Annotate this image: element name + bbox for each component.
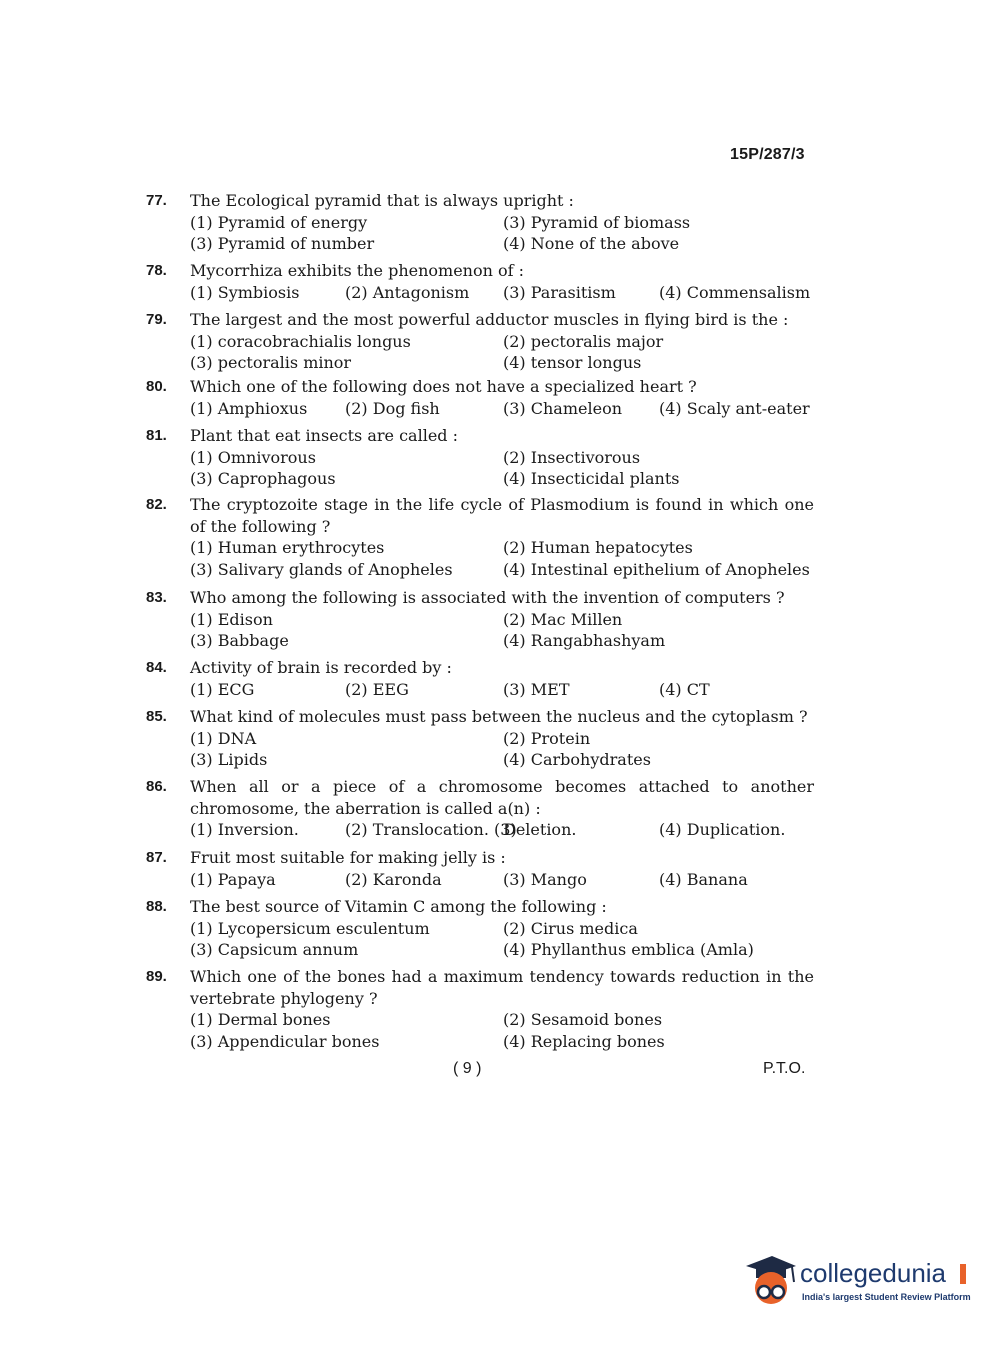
option: (1) Edison (190, 609, 273, 629)
options (190, 282, 814, 304)
option: (2) Translocation. (3) (345, 820, 517, 839)
question-number: 84. (146, 659, 167, 676)
question-87 (146, 847, 814, 890)
question-number: 85. (146, 708, 167, 725)
option: (4) None of the above (503, 234, 680, 253)
option: (2) Sesamoid bones (503, 1010, 663, 1029)
option: (4) Duplication. (659, 820, 786, 839)
option: (1) DNA (190, 728, 257, 748)
question-number: 82. (146, 496, 167, 513)
option: (4) Replacing bones (503, 1031, 665, 1051)
options (190, 1009, 814, 1052)
options (190, 918, 814, 961)
option: (3) Mango (503, 869, 587, 889)
question-80 (146, 376, 814, 419)
question-text: The Ecological pyramid that is always upright : (190, 191, 574, 210)
option: (4) Insecticidal plants (503, 469, 680, 488)
question-number: 78. (146, 262, 167, 279)
option: (1) Omnivorous (190, 447, 316, 467)
option: (3) Caprophagous (190, 469, 336, 488)
question-text: Fruit most suitable for making jelly is : (190, 848, 506, 867)
question-text: The best source of Vitamin C among the following : (190, 897, 607, 916)
option: (1) Papaya (190, 869, 276, 889)
question-text: Activity of brain is recorded by : (190, 658, 452, 677)
option: (2) Protein (503, 728, 591, 748)
question-84 (146, 657, 814, 700)
option: (2) Mac Millen (503, 609, 623, 629)
question-number: 87. (146, 849, 167, 866)
pto-marker: P.T.O. (763, 1060, 806, 1077)
option: (4) Phyllanthus emblica (Amla) (503, 940, 754, 959)
question-text: Who among the following is associated with the invention of computers ? (190, 588, 785, 607)
question-number: 83. (146, 589, 167, 606)
option: (4) Commensalism (659, 282, 811, 302)
options (190, 537, 814, 580)
option: (2) EEG (345, 679, 409, 699)
option: (1) ECG (190, 679, 255, 699)
question-89 (146, 966, 814, 1052)
options (190, 331, 814, 374)
options (190, 398, 814, 420)
question-88 (146, 896, 814, 961)
question-79 (146, 309, 814, 374)
option: (3) pectoralis minor (190, 353, 352, 372)
option: (1) Lycopersicum esculentum (190, 918, 430, 938)
question-81 (146, 425, 814, 490)
option: (2) Antagonism (345, 282, 470, 302)
question-number: 86. (146, 778, 167, 795)
mascot-icon (742, 1252, 798, 1312)
question-number: 88. (146, 898, 167, 915)
options (190, 679, 814, 701)
question-text: Plant that eat insects are called : (190, 426, 459, 445)
option: (3) Appendicular bones (190, 1031, 380, 1051)
question-number: 79. (146, 311, 167, 328)
option: (3) Parasitism (503, 282, 616, 302)
collegedunia-logo[interactable] (742, 1252, 972, 1314)
option: (3) Capsicum annum (190, 940, 359, 959)
option: (4) Banana (659, 869, 748, 889)
question-77 (146, 190, 814, 255)
question-85 (146, 706, 814, 771)
option: (4) CT (659, 679, 710, 699)
option: (2) Karonda (345, 869, 442, 889)
options (190, 447, 814, 490)
options (190, 728, 814, 771)
options (190, 819, 814, 841)
question-82 (146, 494, 814, 580)
option: (2) pectoralis major (503, 331, 664, 351)
question-83 (146, 587, 814, 652)
option: (2) Dog fish (345, 398, 440, 418)
question-86 (146, 776, 814, 841)
option: (4) Intestinal epithelium of Anopheles (503, 559, 810, 579)
option: (1) Symbiosis (190, 282, 300, 302)
option: (3) Babbage (190, 631, 289, 650)
option: (4) Scaly ant-eater (659, 398, 810, 418)
option: (1) coracobrachialis longus (190, 331, 411, 351)
option: (2) Insectivorous (503, 447, 641, 467)
option: (3) Pyramid of biomass (503, 212, 691, 232)
option: (3) Chameleon (503, 398, 622, 418)
option: (4) Carbohydrates (503, 750, 651, 769)
brand-tagline: India's largest Student Review Platform (802, 1292, 971, 1302)
question-text: What kind of molecules must pass between the nucleus and the cytoplasm ? (190, 707, 808, 726)
brand-accent (960, 1264, 966, 1284)
question-text: Which one of the following does not have a specialized heart ? (190, 377, 697, 396)
question-number: 81. (146, 427, 167, 444)
question-text: The cryptozoite stage in the life cycle of Plasmodium is found in which one of the following ? (190, 495, 814, 536)
question-78 (146, 260, 814, 303)
option: (4) tensor longus (503, 353, 642, 372)
option: (1) Inversion. (190, 820, 299, 839)
option: (1) Human erythrocytes (190, 538, 385, 557)
option: (3) Pyramid of number (190, 234, 375, 253)
option: (1) Dermal bones (190, 1010, 331, 1029)
options (190, 609, 814, 652)
option: (2) Human hepatocytes (503, 538, 693, 557)
option: Deletion. (503, 820, 577, 839)
question-text: When all or a piece of a chromosome becomes attached to another chromosome, the aberration is called a(n) : (190, 777, 814, 818)
brand-name: collegedunia (800, 1258, 947, 1288)
option: (3) Lipids (190, 750, 268, 769)
page-number: ( 9 ) (453, 1060, 482, 1077)
question-number: 77. (146, 192, 167, 209)
question-text: Which one of the bones had a maximum tendency towards reduction in the vertebrate phylogeny ? (190, 967, 814, 1008)
option: (3) MET (503, 679, 570, 699)
question-text: Mycorrhiza exhibits the phenomenon of : (190, 261, 525, 280)
options (190, 869, 814, 891)
option: (3) Salivary glands of Anopheles (190, 559, 453, 579)
option: (2) Cirus medica (503, 918, 638, 938)
question-number: 89. (146, 968, 167, 985)
option: (1) Pyramid of energy (190, 212, 368, 232)
option: (1) Amphioxus (190, 398, 308, 418)
options (190, 212, 814, 255)
paper-code: 15P/287/3 (730, 146, 805, 163)
question-text: The largest and the most powerful adductor muscles in flying bird is the : (190, 310, 789, 329)
option: (4) Rangabhashyam (503, 631, 666, 650)
question-number: 80. (146, 378, 167, 395)
